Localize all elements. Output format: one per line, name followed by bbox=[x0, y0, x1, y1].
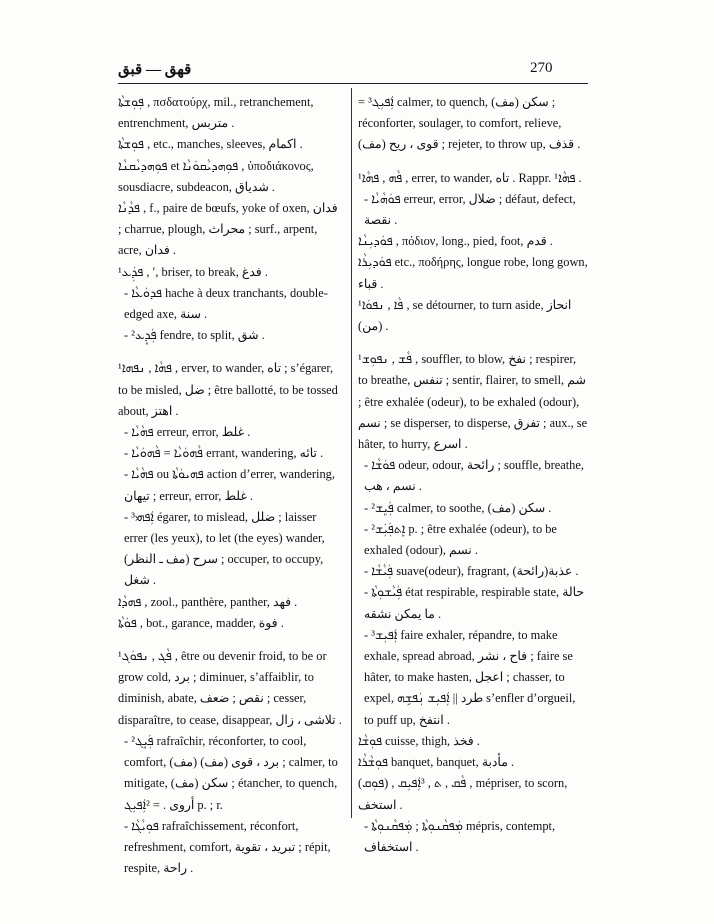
entry: - ²ܐܸܬܦܲܝܲܫ p. ; être exhalée (odeur), to be exhaled (odour), نسم . bbox=[364, 521, 557, 558]
entry: - ܦܗܵܝܵܐ erreur, error, غلط . bbox=[124, 425, 251, 440]
entry: ܦܘܼܫܵܐ cuisse, thigh, فخذ . bbox=[358, 733, 480, 748]
entry: ܦܕܵܢܵܐ , f., paire de bœufs, yoke of oxen, فدان ; charrue, plough, محراث ; surf., arpent, acre, فدان . bbox=[118, 201, 338, 258]
entry: - ܡܲܦܩܵܢܘܼܬܵܐ ; ܡܲܦܩܵܢܘܼܬܵܐ mépris, contempt, استخفاف . bbox=[364, 818, 556, 854]
running-head: قهق — قبق bbox=[118, 62, 192, 78]
entry: ܦܘܼܫܵܪܵܐ banquet, banquet, مأدبة . bbox=[358, 755, 515, 770]
entry: ܦܗܕܵܐ , zool., panthère, panther, فهد . bbox=[118, 594, 298, 609]
entry: - ܦܲܝܵܫܵܐ suave(odeur), fragrant, عذبة(رائحة) . bbox=[364, 564, 579, 579]
entry: = ³ܐܲܦܝܼܓ calmer, to quench, (مف) سكن ; réconforter, soulager, to comfort, relieve, (مف) قوى ، ريح ; rejeter, to throw up, قذف . bbox=[358, 95, 581, 152]
entry: ܦܘܿܕܝܼܢܵܐ , πόδιον, long., pied, foot, قدم . bbox=[358, 234, 553, 249]
entry: - ܦܵܗܘܿܝܵܐ = ܦܵܗܘܿܝܵܐ errant, wandering, تائه . bbox=[124, 446, 324, 461]
entry: ¹ܦܵܓ , ܢܦܘܿܓ , être ou devenir froid, to be or grow cold, برد ; diminuer, s’affaiblir, to diminish, abate, نقص ; ضعف ; cesser, disparaître, to cease, disappear, تلاشى ، زال . bbox=[118, 649, 342, 727]
column-divider bbox=[351, 88, 352, 818]
entry: (ܦܘܼܩ) , ܦܵܩ , ܬ , ³ܐܲܦܝܼܩ , mépriser, to scorn, استخف . bbox=[358, 776, 568, 812]
page-number: 270 bbox=[530, 60, 553, 76]
right-column bbox=[358, 92, 588, 858]
entry: ܦܘܿܬܵܐ , bot., garance, madder, فوة . bbox=[118, 615, 284, 630]
entry: ܦܘܼܗܕܝܵܩܢܵܐ et ܦܘܼܗܕܝܵܩܘܿܢܵܐ , ὑποδιάκονος, sousdiacre, subdeacon, شدياق . bbox=[118, 158, 314, 194]
entry: - ܦܕܘܿܥܵܐ hache à deux tranchants, double-edged axe, سنة . bbox=[124, 285, 328, 322]
entry: ¹ܦܵܐ , ܢܦܘܿܐ , se détourner, to turn aside, انحاز (من) . bbox=[358, 297, 572, 334]
entry: ¹ܦܗܵܐ , ܢܦܗܐ , erver, to wander, تاه ; s’égarer, to be misled, ضل ; être ballotté, to be tossed about, اهتز . bbox=[118, 361, 338, 418]
entry: - ܦܘܿܗܵܝܵܐ erreur, error, ضلال ; défaut, defect, نقصة . bbox=[364, 191, 576, 228]
entry: ¹ܦܕܲܥ , ʹ, briser, to break, فدغ . bbox=[118, 264, 268, 279]
entry: - ³ܐܲܦܗܝ égarer, to mislead, ضلل ; laisser errer (les yeux), to let (the eyes) wander, (مف ـ النظر) سرح ; occuper, to occupy, شغل . bbox=[124, 509, 325, 588]
entry: - ²ܦܲܝܸܫ calmer, to soothe, (مف) سكن . bbox=[364, 500, 552, 515]
entry: ܦܘܼܫܬܵܐ , etc., manches, sleeves, اكمام . bbox=[118, 137, 303, 152]
left-column bbox=[118, 92, 342, 879]
entry: - ܦܲܝܵܫܘܼܬܵܐ état respirable, respirable state, حالة ما يمكن نشقه . bbox=[364, 585, 585, 621]
entry: - ܦܘܿܫܵܐ odeur, odour, رائحة ; souffle, breathe, نسم ، هب . bbox=[364, 458, 584, 494]
entry: ¹ܦܵܗ , ܦܗܵܐ , errer, to wander, تاه . Rappr. ¹ܦܗܵܐ . bbox=[358, 170, 582, 185]
entry: - ܦܗܵܝܵܐ ou ܦܗܝܘܿܬܵܐ action d’errer, wandering, تيهان ; erreur, error, غلط . bbox=[124, 467, 335, 503]
entry: - ³ܐܲܦܝܼܫ faire exhaler, répandre, to make exhale, spread abroad, فاح ، نشر ; faire se hâter, to make hasten, اعجل ; chasser, to expel, طرد || ܐܲܦܝܼܫ ܢܲܦܫܹܗ s’enfler d’orgueil, to puff up, انتفخ . bbox=[364, 627, 576, 727]
entry: ܦܘܿܕܝܼܪܵܐ etc., ποδήρης, longue robe, long gown, قباء . bbox=[358, 255, 588, 291]
entry: - ܦܘܼܝܵܓܵܐ rafraîchissement, réconfort, refreshment, comfort, تبريد ، تقوية ; répit, respite, راحة . bbox=[124, 818, 331, 876]
entry: ¹ܦܵܫ , ܢܦܘܼܫ , souffler, to blow, نفخ ; respirer, to breathe, تنفس ; sentir, flairer, to smell, شم ; être exhalée (odeur), to be exhaled (odour), نسم ; se disperser, to disperse, تفرق ; aux., se hâter, to hurry, اسرع . bbox=[358, 352, 588, 452]
entry: ܦܼܘܼܫܬܵܐ , πσδατούρχ, mil., retranchement, entrenchment, متربس . bbox=[118, 95, 314, 131]
entry: - ²ܦܲܝܸܓ rafraîchir, réconforter, to cool, comfort, (مف) برد ، قوى (مف) ; calmer, to mitigate, (مف) سكن ; étancher, to quench, أروى . = ²ܐܲܦܝܼܓ p. ; r. bbox=[124, 733, 338, 812]
header-rule bbox=[118, 83, 588, 84]
entry: - ²ܦܲܕܸܥ fendre, to split, شق . bbox=[124, 328, 265, 343]
